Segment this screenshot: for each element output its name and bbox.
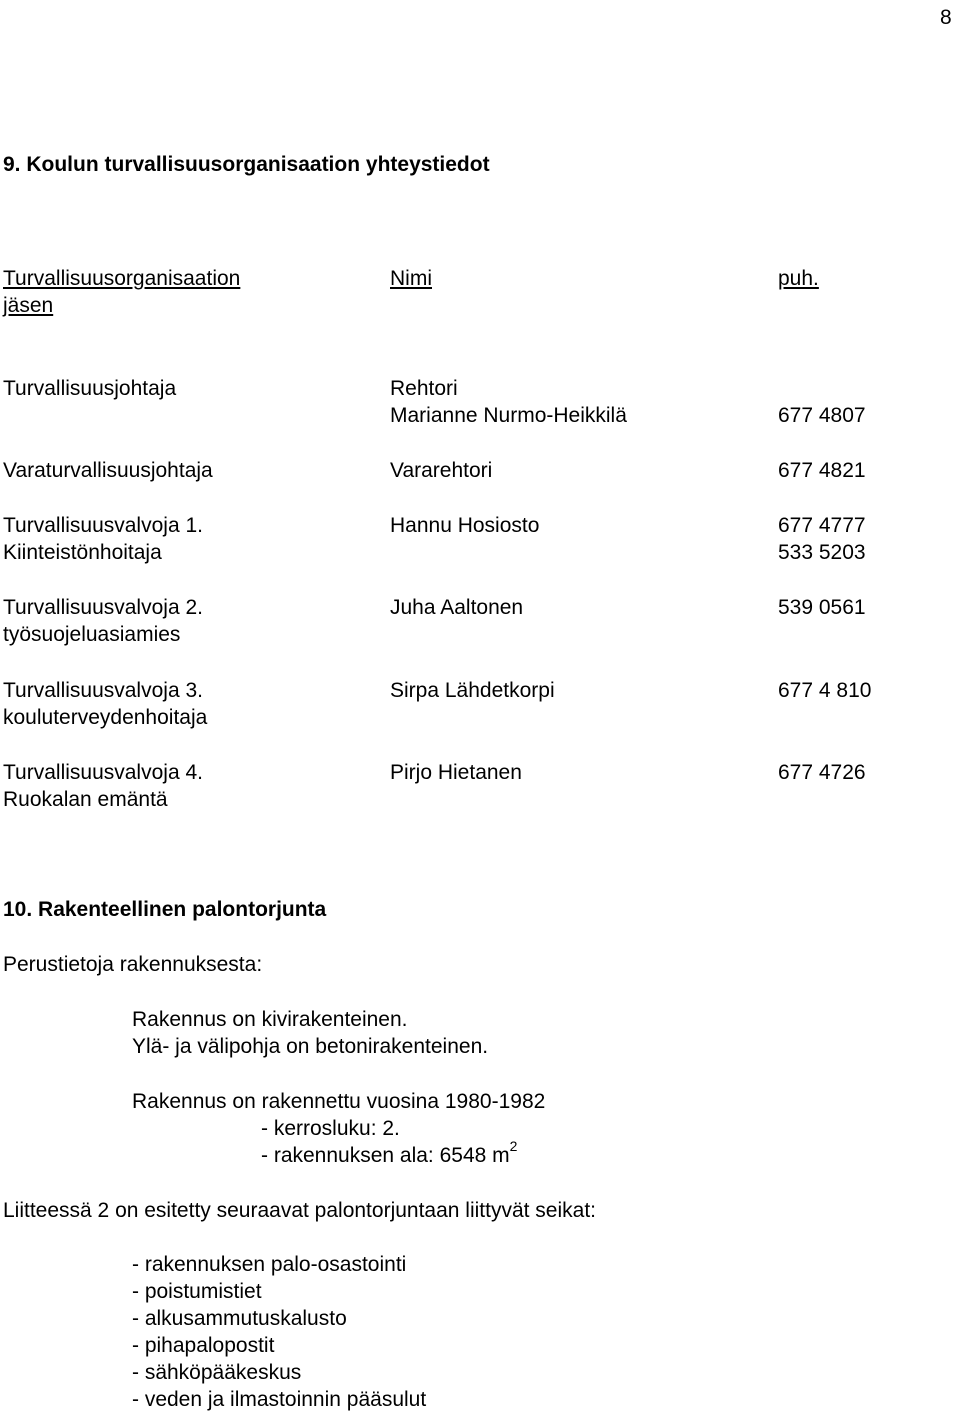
row-phone: 539 0561 bbox=[778, 596, 866, 619]
row-name: Hannu Hosiosto bbox=[390, 514, 540, 537]
row-phone-2: 677 4807 bbox=[778, 404, 866, 427]
row-phone-2: 533 5203 bbox=[778, 541, 866, 564]
row-role-2: Kiinteistönhoitaja bbox=[3, 541, 162, 564]
appendix-intro: Liitteessä 2 on esitetty seuraavat palontorjuntaan liittyvät seikat: bbox=[3, 1199, 597, 1222]
row-name: Sirpa Lähdetkorpi bbox=[390, 679, 555, 702]
row-name: Rehtori bbox=[390, 377, 458, 400]
row-name: Juha Aaltonen bbox=[390, 596, 524, 619]
header-name: Nimi bbox=[390, 267, 432, 290]
building-area-text: - rakennuksen ala: 6548 m bbox=[261, 1144, 510, 1167]
header-phone: puh. bbox=[778, 267, 819, 290]
section-9-heading: 9. Koulun turvallisuusorganisaation yhteystiedot bbox=[3, 153, 490, 176]
row-phone: 677 4777 bbox=[778, 514, 866, 537]
row-role: Turvallisuusvalvoja 3. bbox=[3, 679, 203, 702]
building-fact: Ylä- ja välipohja on betonirakenteinen. bbox=[132, 1035, 489, 1058]
row-role: Turvallisuusvalvoja 2. bbox=[3, 596, 203, 619]
list-item: - pihapalopostit bbox=[132, 1334, 275, 1357]
row-role: Turvallisuusvalvoja 1. bbox=[3, 514, 203, 537]
building-fact: Rakennus on kivirakenteinen. bbox=[132, 1008, 408, 1031]
list-item: - sähköpääkeskus bbox=[132, 1361, 302, 1384]
building-intro: Perustietoja rakennuksesta: bbox=[3, 953, 263, 976]
row-name: Pirjo Hietanen bbox=[390, 761, 522, 784]
building-area bbox=[261, 1138, 518, 1169]
row-name: Vararehtori bbox=[390, 459, 493, 482]
list-item: - alkusammutuskalusto bbox=[132, 1307, 347, 1330]
section-10-heading: 10. Rakenteellinen palontorjunta bbox=[3, 898, 327, 921]
header-member-line2: jäsen bbox=[3, 294, 54, 317]
row-phone: 677 4821 bbox=[778, 459, 866, 482]
list-item: - rakennuksen palo-osastointi bbox=[132, 1253, 407, 1276]
list-item: - poistumistiet bbox=[132, 1280, 262, 1303]
row-phone: 677 4726 bbox=[778, 761, 866, 784]
row-name-2: Marianne Nurmo-Heikkilä bbox=[390, 404, 627, 427]
list-item: - veden ja ilmastoinnin pääsulut bbox=[132, 1388, 427, 1411]
row-role-2: kouluterveydenhoitaja bbox=[3, 706, 208, 729]
building-area-unit-exponent: 2 bbox=[509, 1138, 518, 1154]
page-number: 8 bbox=[940, 6, 952, 29]
row-phone: 677 4 810 bbox=[778, 679, 872, 702]
header-member: Turvallisuusorganisaation bbox=[3, 267, 241, 290]
row-role: Varaturvallisuusjohtaja bbox=[3, 459, 213, 482]
row-role: Turvallisuusvalvoja 4. bbox=[3, 761, 203, 784]
building-built: Rakennus on rakennettu vuosina 1980-1982 bbox=[132, 1090, 546, 1113]
row-role: Turvallisuusjohtaja bbox=[3, 377, 177, 400]
row-role-2: Ruokalan emäntä bbox=[3, 788, 168, 811]
building-floors: - kerrosluku: 2. bbox=[261, 1117, 400, 1140]
row-role-2: työsuojeluasiamies bbox=[3, 623, 181, 646]
